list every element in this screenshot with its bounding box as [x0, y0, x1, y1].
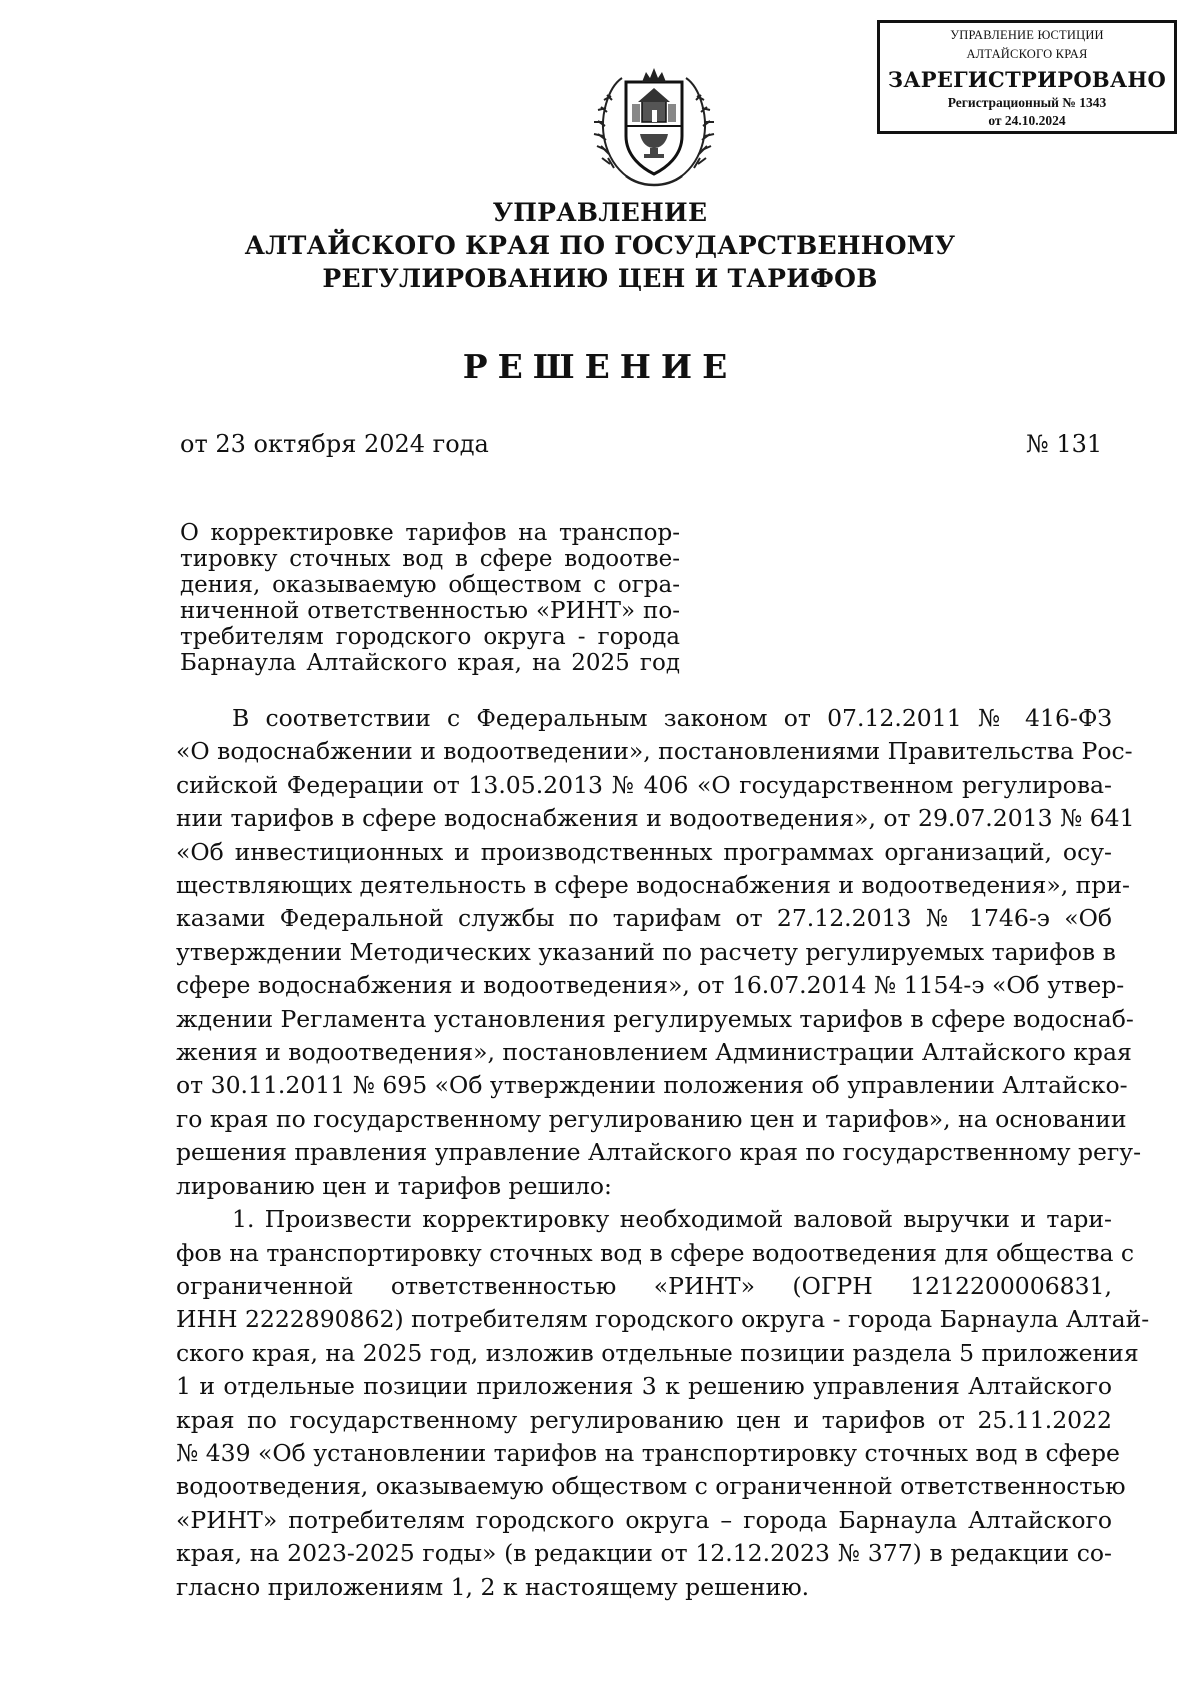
stamp-org-line-1: УПРАВЛЕНИЕ ЮСТИЦИИ — [950, 28, 1104, 42]
body-line: от 30.11.2011 № 695 «Об утверждении положения об управлении Алтайско- — [176, 1071, 1128, 1100]
agency-line-2: АЛТАЙСКОГО КРАЯ ПО ГОСУДАРСТВЕННОМУ — [244, 231, 956, 260]
body-line: «О водоснабжении и водоотведении», постановлениями Правительства Рос- — [176, 737, 1133, 766]
body-line: казами Федеральной службы по тарифам от 27.12.2013 № 1746-э «Об — [176, 904, 1112, 933]
stamp-status: ЗАРЕГИСТРИРОВАНО — [887, 67, 1167, 92]
body-line: «РИНТ» потребителям городского округа – города Барнаула Алтайского — [176, 1505, 1112, 1534]
subject-line: требителям городского округа - города — [180, 624, 680, 650]
document-date: от 23 октября 2024 года — [180, 430, 489, 458]
body-line: № 439 «Об установлении тарифов на транспортировку сточных вод в сфере — [176, 1438, 1120, 1467]
document-body — [176, 702, 1150, 1604]
body-line: В соответствии с Федеральным законом от 07.12.2011 № 416-ФЗ — [232, 704, 1112, 732]
document-subject — [180, 520, 680, 676]
body-line: ограниченной ответственностью «РИНТ» (ОГРН 1212200006831, — [176, 1271, 1112, 1300]
stamp-reg-date: от 24.10.2024 — [988, 113, 1066, 128]
body-line: лированию цен и тарифов решило: — [176, 1171, 612, 1200]
agency-line-3: РЕГУЛИРОВАНИЮ ЦЕН И ТАРИФОВ — [322, 264, 878, 293]
body-line: фов на транспортировку сточных вод в сфере водоотведения для общества с — [176, 1238, 1135, 1267]
agency-name — [0, 196, 1200, 295]
body-line: сфере водоснабжения и водоотведения», от 16.07.2014 № 1154-э «Об утвер- — [176, 971, 1125, 1000]
body-line: решения правления управление Алтайского края по государственному регу- — [176, 1138, 1142, 1167]
stamp-reg-number: Регистрационный № 1343 — [947, 95, 1107, 110]
body-line: водоотведения, оказываемую обществом с ограниченной ответственностью — [176, 1472, 1126, 1501]
subject-line: дения, оказываемую обществом с огра- — [180, 572, 680, 598]
subject-line: тировку сточных вод в сфере водоотве- — [180, 546, 680, 572]
body-line: гласно приложениям 1, 2 к настоящему решению. — [176, 1572, 810, 1601]
preamble-paragraph — [176, 702, 1142, 1203]
document-type: РЕШЕНИЕ — [462, 347, 738, 386]
body-line: ществляющих деятельность в сфере водоснабжения и водоотведения», при- — [176, 871, 1130, 900]
subject-line: Барнаула Алтайского края, на 2025 год — [180, 650, 680, 676]
altai-krai-coat-of-arms-icon — [592, 52, 716, 194]
body-line: го края по государственному регулированию цен и тарифов», на основании — [176, 1104, 1127, 1133]
body-line: ского края, на 2025 год, изложив отдельные позиции раздела 5 приложения — [176, 1338, 1139, 1367]
subject-line: ниченной ответственностью «РИНТ» по- — [180, 598, 680, 624]
agency-line-1: УПРАВЛЕНИЕ — [492, 198, 708, 227]
body-line: 1. Произвести корректировку необходимой валовой выручки и тари- — [232, 1205, 1112, 1234]
body-line: нии тарифов в сфере водоснабжения и водоотведения», от 29.07.2013 № 641 — [176, 804, 1135, 833]
body-line: 1 и отдельные позиции приложения 3 к решению управления Алтайского — [176, 1372, 1112, 1401]
body-line: края, на 2023-2025 годы» (в редакции от 12.12.2023 № 377) в редакции со- — [176, 1539, 1112, 1568]
body-line: края по государственному регулированию цен и тарифов от 25.11.2022 — [176, 1405, 1112, 1434]
item-1-paragraph — [176, 1203, 1150, 1604]
registration-stamp — [877, 20, 1177, 134]
body-line: ждении Регламента установления регулируемых тарифов в сфере водоснаб- — [176, 1004, 1134, 1033]
subject-line: О корректировке тарифов на транспор- — [180, 520, 680, 546]
body-line: сийской Федерации от 13.05.2013 № 406 «О государственном регулирова- — [176, 770, 1112, 799]
body-line: жения и водоотведения», постановлением Администрации Алтайского края — [176, 1038, 1132, 1067]
document-number: № 131 — [1026, 430, 1103, 458]
body-line: ИНН 2222890862) потребителям городского округа - города Барнаула Алтай- — [176, 1305, 1150, 1334]
body-line: «Об инвестиционных и производственных программах организаций, осу- — [176, 837, 1112, 866]
body-line: утверждении Методических указаний по расчету регулируемых тарифов в — [176, 937, 1116, 966]
stamp-org-line-2: АЛТАЙСКОГО КРАЯ — [966, 47, 1088, 61]
